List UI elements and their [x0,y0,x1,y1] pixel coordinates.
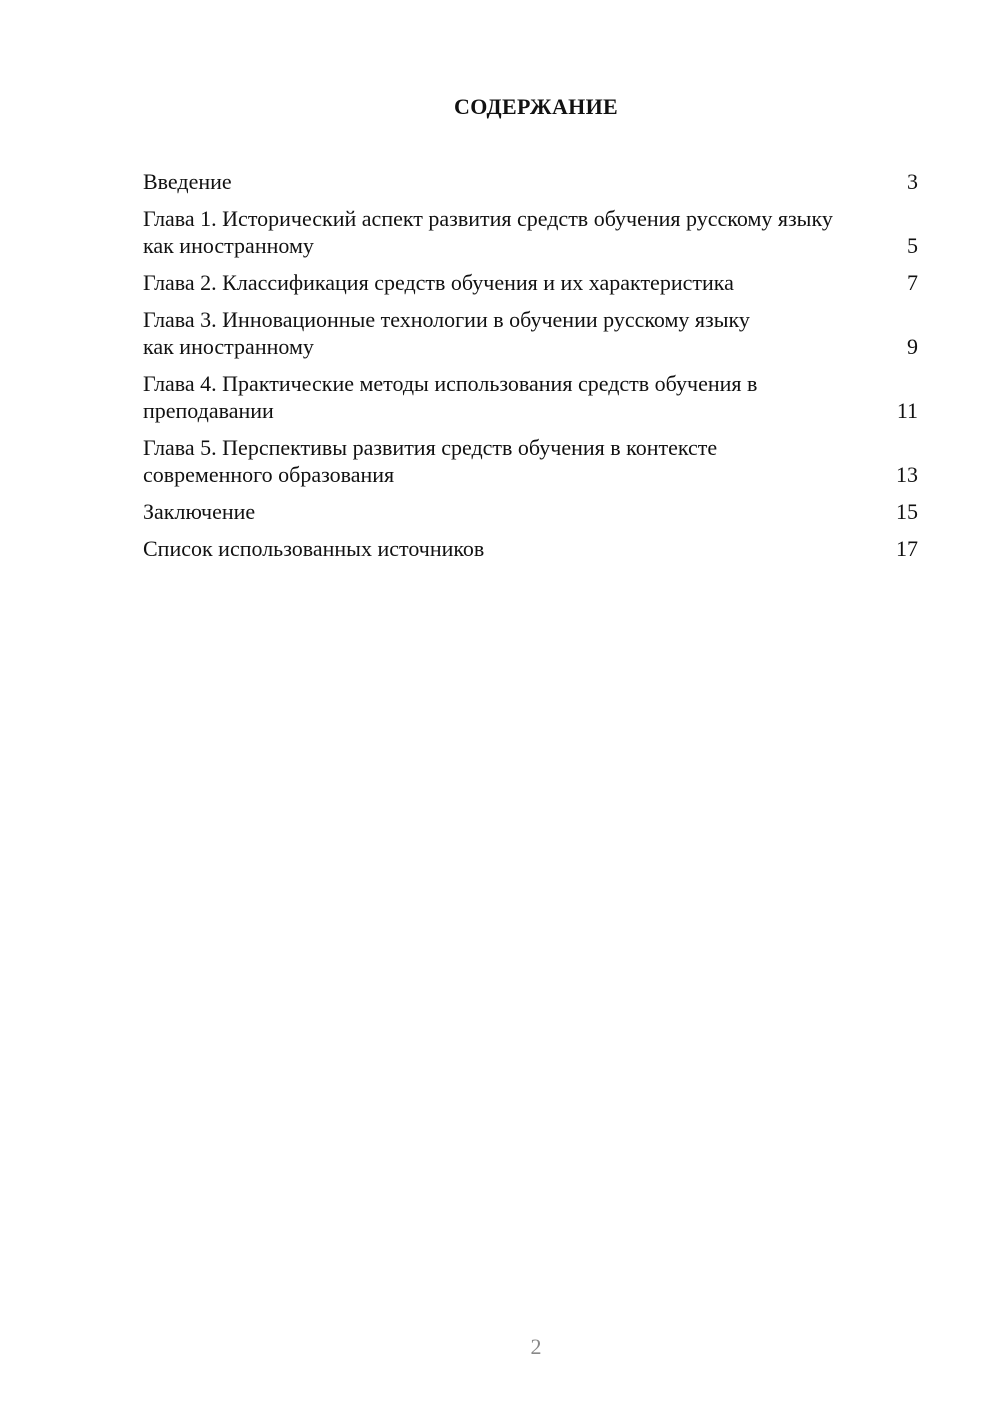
toc-entry-page: 13 [896,462,918,487]
toc-entry-page: 9 [907,334,918,359]
toc-entry-text: Глава 5. Перспективы развития средств обучения в контексте современного образования [143,435,718,487]
toc-entry-page: 7 [907,270,918,295]
toc-entry-page: 3 [907,169,918,194]
toc-entry-text: Глава 4. Практические методы использования средств обучения в преподавании [143,371,758,423]
toc-entry-page: 17 [896,536,918,561]
toc-entry-page: 15 [896,499,918,524]
toc-entry-introduction [143,168,918,195]
toc-entry-chapter-2 [143,269,918,296]
toc-entry-text: Список использованных источников [143,536,485,561]
toc-title: СОДЕРЖАНИЕ [454,94,618,119]
toc-entry-text: Глава 2. Классификация средств обучения и их характеристика [143,270,734,295]
toc-entry-chapter-1 [143,205,918,259]
toc-entry-text: Глава 1. Исторический аспект развития средств обучения русскому языку как иностранному [143,206,833,258]
toc-entry-page: 11 [896,398,918,423]
page-number: 2 [530,1334,542,1359]
toc-entry-conclusion [143,498,918,525]
toc-entry-text: Заключение [143,499,256,524]
toc-entry-text: Глава 3. Инновационные технологии в обучении русскому языку как иностранному [143,307,750,359]
toc-entry-references [143,535,918,562]
toc-entry-chapter-4 [143,370,918,424]
toc-entry-chapter-3 [143,306,918,360]
toc-entry-page: 5 [907,233,918,258]
toc-entry-chapter-5 [143,434,918,488]
toc-list [143,168,918,572]
toc-entry-text: Введение [143,169,232,194]
